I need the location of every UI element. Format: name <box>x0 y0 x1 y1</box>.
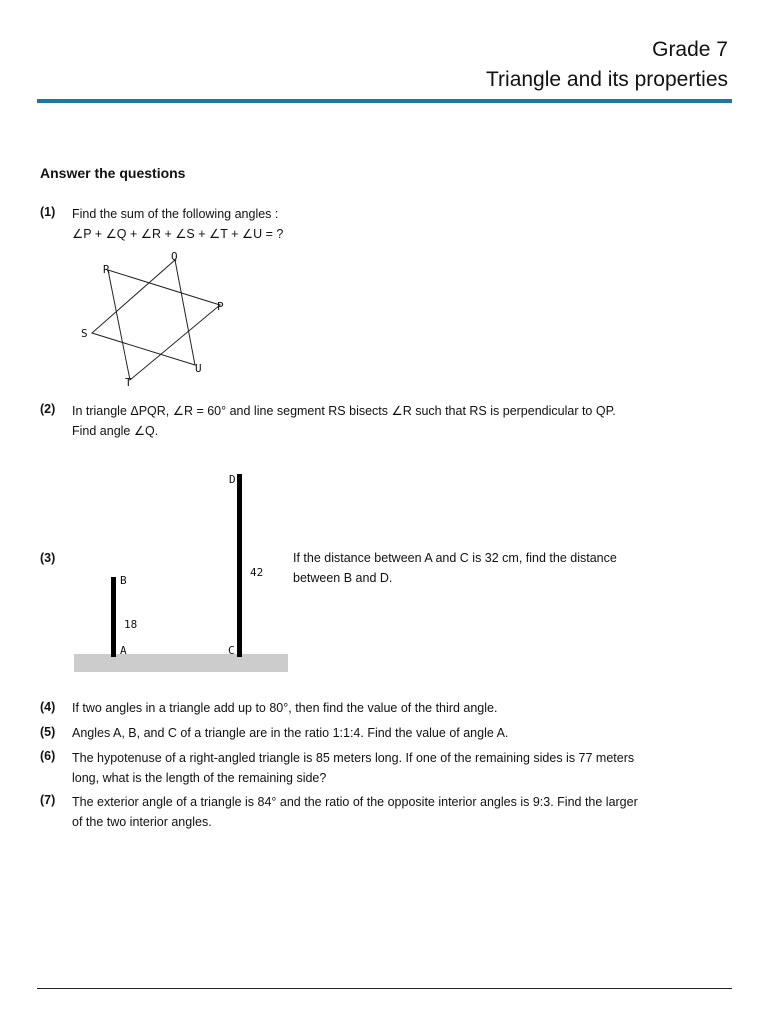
question-3-number: (3) <box>40 551 56 565</box>
question-7-number: (7) <box>40 793 56 807</box>
question-3-text <box>293 548 617 588</box>
vertex-label-q: Q <box>171 250 178 263</box>
question-1-line-1: Find the sum of the following angles : <box>72 207 279 221</box>
question-6-number: (6) <box>40 749 56 763</box>
question-4-text <box>72 698 497 718</box>
vertex-label-s: S <box>81 327 88 340</box>
section-heading: Answer the questions <box>40 165 186 181</box>
pole-label-c: C <box>228 644 235 657</box>
short-pole-ab <box>111 577 116 657</box>
question-7-line-1: The exterior angle of a triangle is 84° and the ratio of the opposite interior angles is 9:3. Find the larger <box>72 795 638 809</box>
pole-label-d: D <box>229 473 236 486</box>
question-6-line-2: long, what is the length of the remaining side? <box>72 771 327 785</box>
ground-strip <box>74 654 288 672</box>
question-2-number: (2) <box>40 402 56 416</box>
question-7-line-2: of the two interior angles. <box>72 815 212 829</box>
footer-divider <box>37 988 732 989</box>
question-6-line-1: The hypotenuse of a right-angled triangle is 85 meters long. If one of the remaining sides is 77 meters <box>72 751 635 765</box>
page-title: Triangle and its properties <box>485 68 728 91</box>
question-1-number: (1) <box>40 205 56 219</box>
vertex-label-u: U <box>195 362 202 375</box>
question-3-line-2: between B and D. <box>293 571 393 585</box>
question-3-line-1: If the distance between A and C is 32 cm, find the distance <box>293 551 617 565</box>
question-2-line-2: Find angle ∠Q. <box>72 424 159 438</box>
question-4-line-1: If two angles in a triangle add up to 80°, then find the value of the third angle. <box>72 701 498 715</box>
question-2-line-1: In triangle ΔPQR, ∠R = 60° and line segment RS bisects ∠R such that RS is perpendicular to QP. <box>72 404 616 418</box>
question-1-text <box>72 204 283 244</box>
star-triangle-rst <box>108 270 220 380</box>
question-2-text <box>72 401 616 441</box>
vertex-label-r: R <box>103 263 110 276</box>
question-1-line-2: ∠P + ∠Q + ∠R + ∠S + ∠T + ∠U = ? <box>72 227 284 241</box>
tall-pole-cd <box>237 474 242 657</box>
header-divider <box>37 99 732 103</box>
question-4-number: (4) <box>40 700 56 714</box>
vertex-label-p: P <box>217 300 224 313</box>
pole-label-a: A <box>120 644 127 657</box>
tall-pole-height: 42 <box>250 566 264 579</box>
question-6-text <box>72 748 634 788</box>
poles-figure <box>70 466 295 676</box>
question-5-number: (5) <box>40 725 56 739</box>
pole-label-b: B <box>120 574 127 587</box>
star-hexagram-figure <box>70 245 250 390</box>
question-5-line-1: Angles A, B, and C of a triangle are in the ratio 1:1:4. Find the value of angle A. <box>72 726 509 740</box>
short-pole-height: 18 <box>124 618 138 631</box>
question-7-text <box>72 792 638 832</box>
grade-label: Grade 7 <box>652 38 728 61</box>
question-5-text <box>72 723 508 743</box>
vertex-label-t: T <box>125 376 132 389</box>
